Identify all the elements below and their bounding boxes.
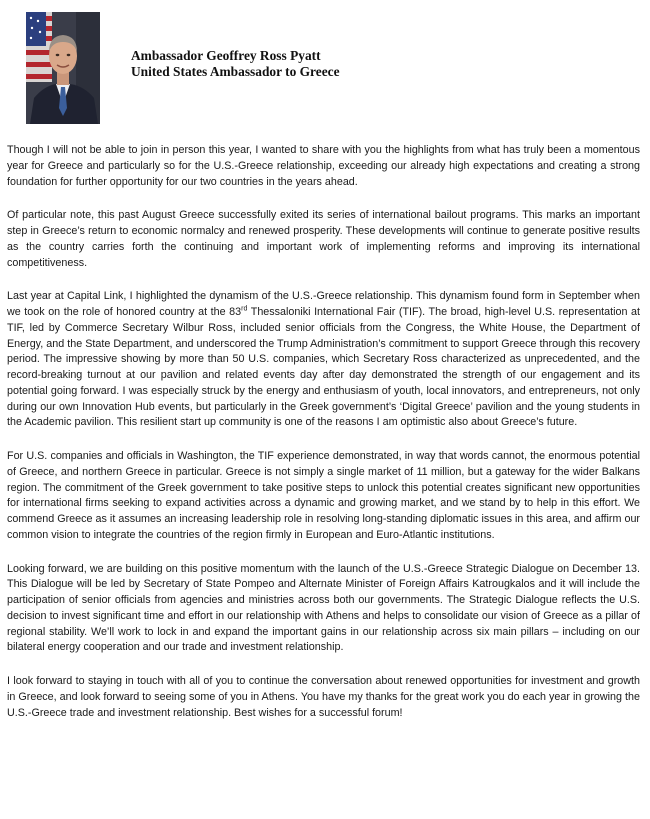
sender-title-block	[131, 48, 340, 80]
paragraph-strategic-dialogue: Looking forward, we are building on this positive momentum with the launch of the U.S.-Greece Strategic Dialogue on December 13. This Dialogue will be led by Secretary of State Pompeo and Alternate Minister of Foreign Affairs Katrougkalos and it will include the participation of senior officials from agencies and ministries across both our governments. The Strategic Dialogue reflects the U.S. decision to invest significant time and effort in our relationship with Athens and helps to consolidate our vision of Greece as a pillar of regional stability. We’ll work to lock in and expand the important gains in our relationship across six main pillars – including on our bilateral energy cooperation and our trade and investment relationship.	[7, 562, 640, 654]
sender-name: Ambassador Geoffrey Ross Pyatt	[131, 48, 321, 63]
flag-graphic	[26, 12, 52, 82]
paragraph-tif-part-1: Last year at Capital Link, I highlighted the dynamism of the U.S.-Greece relationship. This dynamism found form in September when we took on the role of honored country at the 83	[7, 290, 640, 318]
ambassador-portrait	[26, 12, 100, 124]
paragraph-potential: For U.S. companies and officials in Washington, the TIF experience demonstrated, in way that words cannot, the enormous potential of Greece, and northern Greece in particular. Greece is not simply a single market of 11 million, but a gateway for the wider Balkans region. The commitment of the Greek government to take positive steps to unlock this potential creates significant new opportunities for international firms seeking to expand activities across a dynamic and growing market, and we stand by to help in this effort. We commend Greece as it assumes an increasing leadership role in resolving long-standing diplomatic issues in this area, and affirm our common vision to integrate the countries of the region firmly in European and Euro-Atlantic institutions.	[7, 450, 640, 541]
paragraph-tif	[7, 289, 640, 431]
letter-body	[7, 143, 640, 739]
ordinal-suffix: rd	[241, 305, 248, 313]
paragraph-tif-part-2: Thessaloniki International Fair (TIF). The broad, high-level U.S. representation at TIF, led by Commerce Secretary Wilbur Ross, included senior officials from the Congress, the White House, the Department of Energy, and the State Department, and underscored the Trump Administration’s commitment to support Greece through this recovery period. The impressive showing by more than 50 U.S. companies, which Secretary Ross characterized as unprecedented, and the record-breaking turnout at our pavilion and related events day after day demonstrated the strength of our engagement and its potential going forward. I was especially struck by the energy and enthusiasm of youth, local innovators, and entrepreneurs, not only during our own Innovation Hub events, but particularly in the Greek government’s ‘Digital Greece’ pavilion and the young students in the Academic pavilion. This resilient start up community is one of the reasons I am optimistic also about Greece’s future.	[7, 306, 641, 429]
paragraph-bailout: Of particular note, this past August Greece successfully exited its series of international bailout programs. This marks an important step in Greece’s return to economic normalcy and renewed prosperity. These developments will continue to generate positive results as the country carries forth the continuing and important work of implementing reforms and improving its international competitiveness.	[7, 209, 640, 269]
sender-position: United States Ambassador to Greece	[131, 64, 340, 79]
letter-header	[26, 12, 626, 124]
portrait-illustration	[26, 12, 100, 124]
paragraph-intro: Though I will not be able to join in person this year, I wanted to share with you the highlights from what has truly been a momentous year for Greece and particularly so for the U.S.-Greece relationship, exceeding our already high expectations and creating a strong foundation for further opportunity for our two countries in the years ahead.	[7, 144, 640, 188]
paragraph-closing: I look forward to staying in touch with all of you to continue the conversation about renewed opportunities for investment and growth in Greece, and look forward to seeing some of you in Athens. You have my thanks for the great work you do each year in growing the U.S.-Greece trade and investment relationship. Best wishes for a successful forum!	[7, 675, 640, 719]
